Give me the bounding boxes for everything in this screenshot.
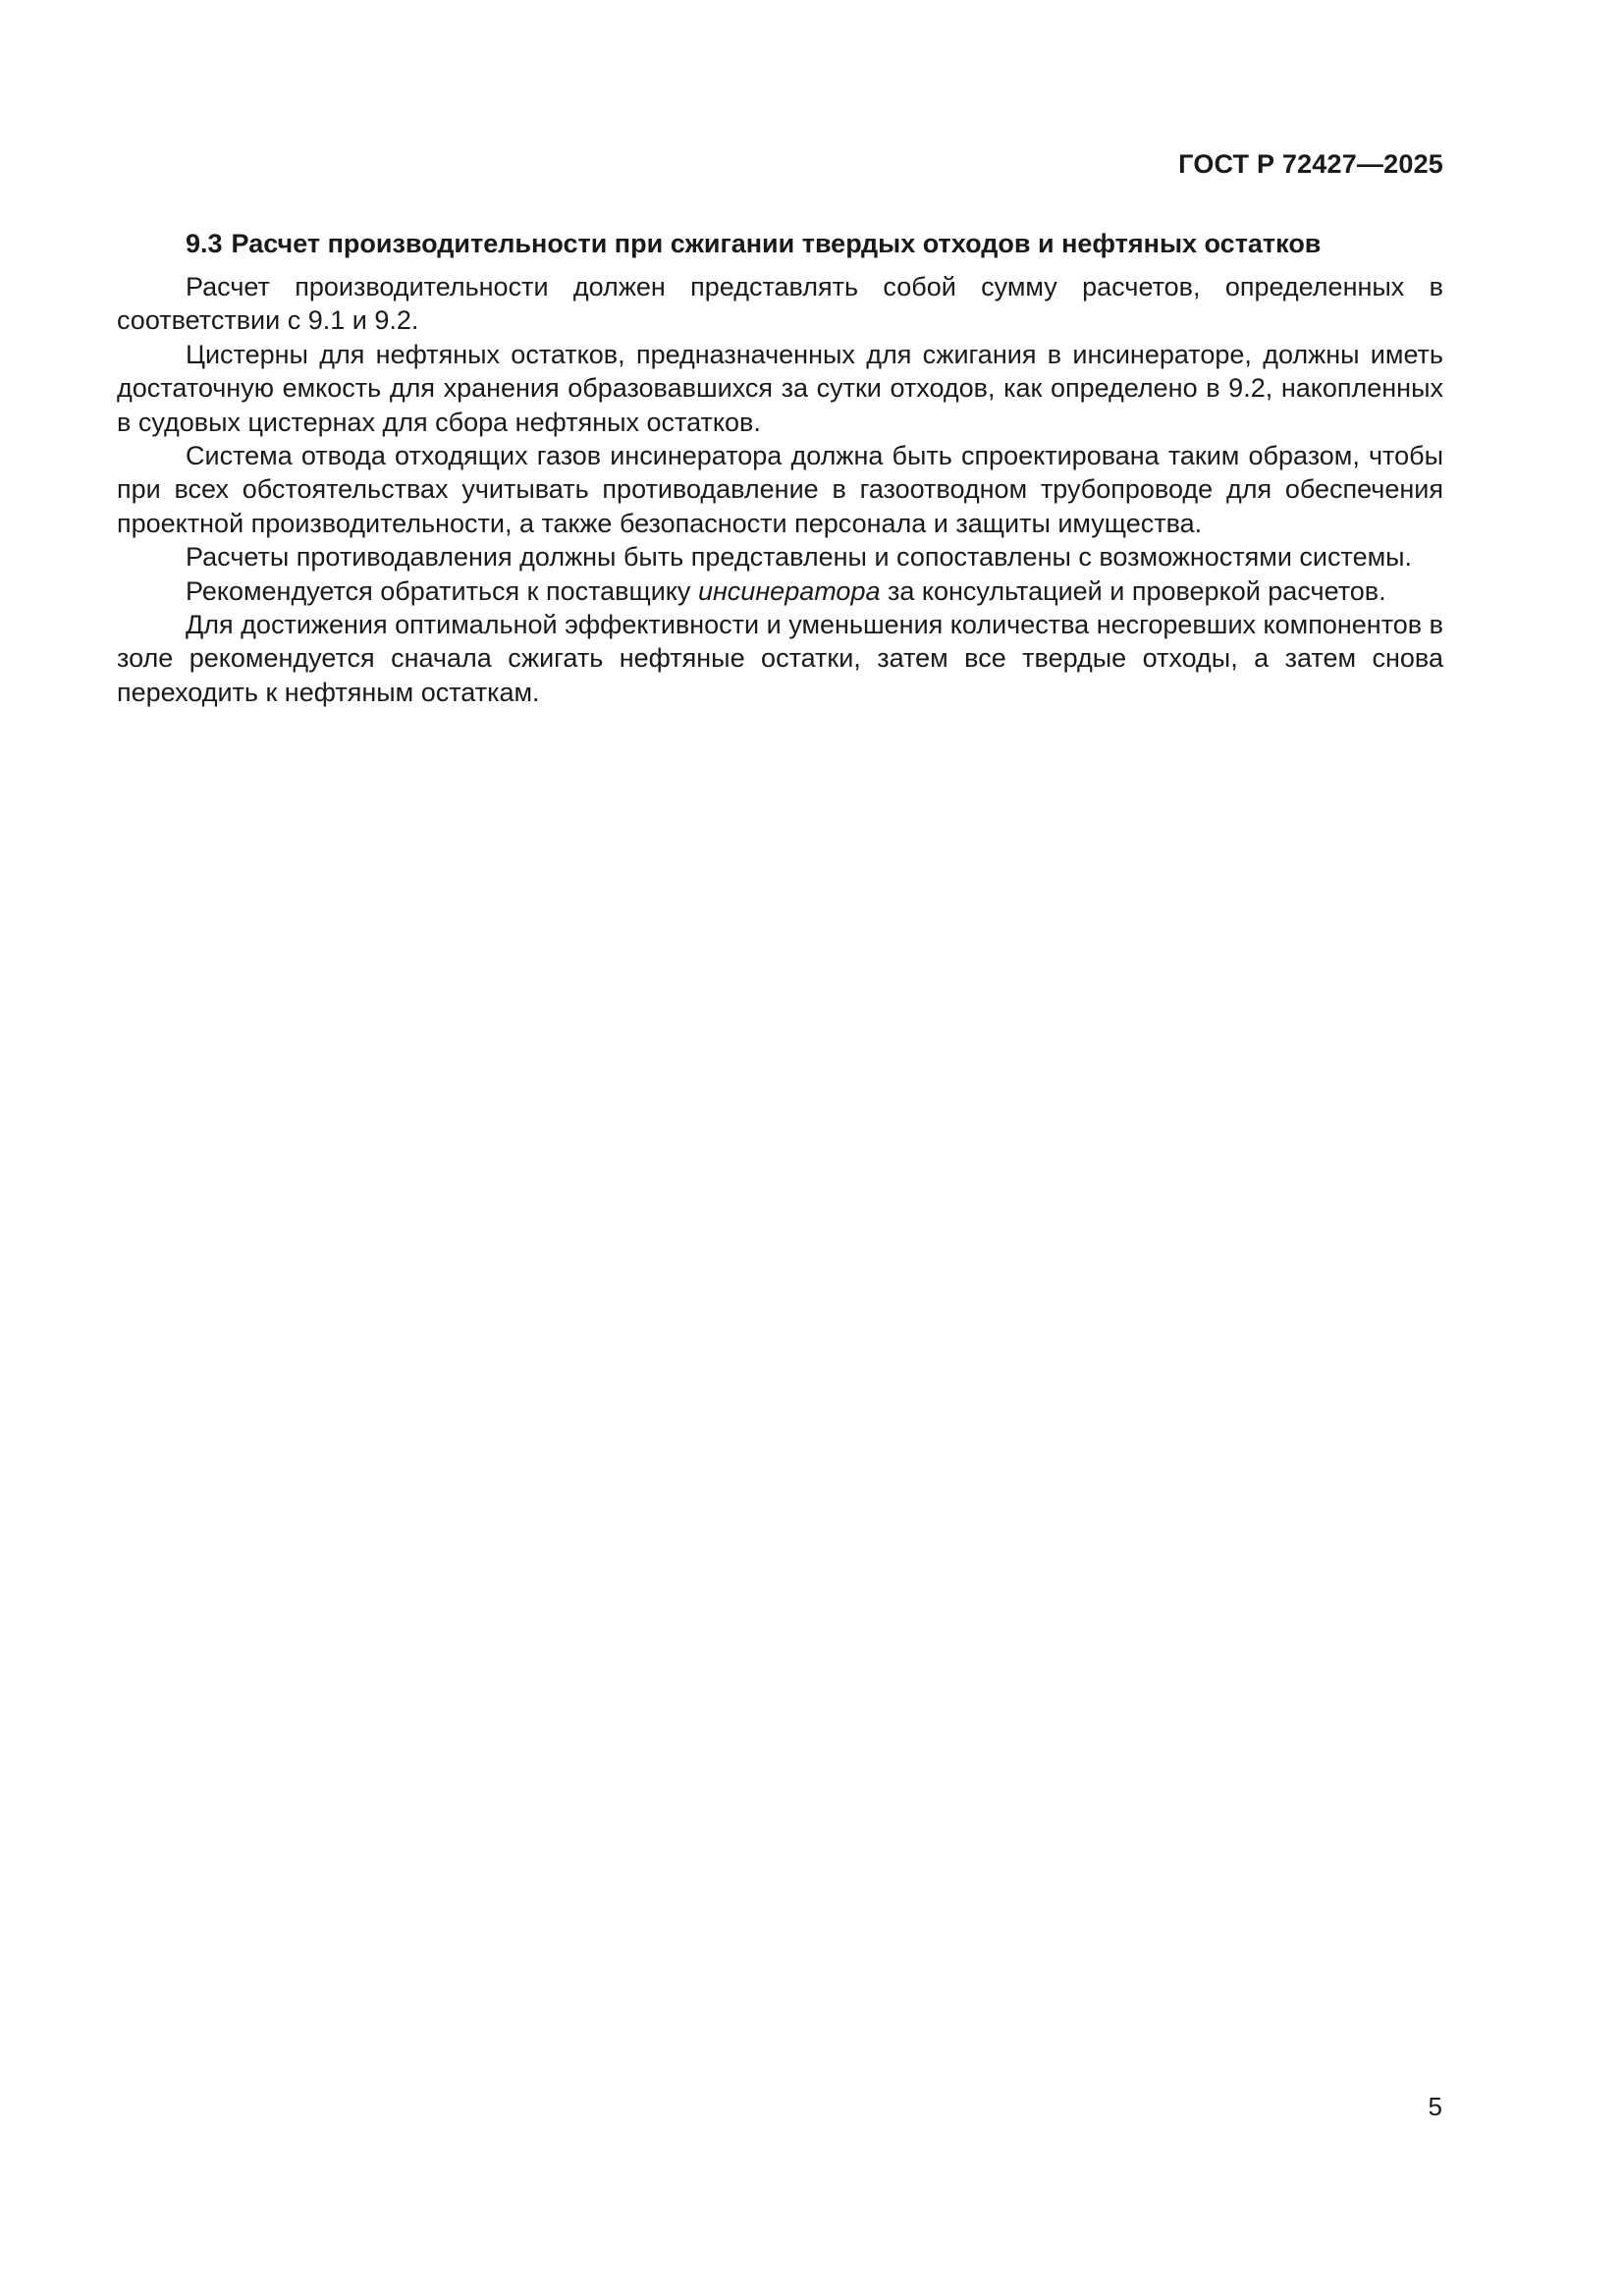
paragraph-flue-gas-system: Система отвода отходящих газов инсинератора должна быть спроектирована таким образом, чтобы при всех обстоятельствах учитывать противодавление в газоотводном трубопроводе для обеспечения проектной производительности, а также безопасности персонала и защиты имущества. — [117, 441, 1443, 538]
document-id: ГОСТ Р 72427—2025 — [1178, 149, 1443, 179]
paragraph-back-pressure: Расчеты противодавления должны быть представлены и сопоставлены с возможностями системы. — [186, 542, 1413, 573]
paragraph-burning-order: Для достижения оптимальной эффективности и уменьшения количества несгоревших компонентов в золе рекомендуется сначала сжигать нефтяные остатки, затем все твердые отходы, а затем снова переходить к нефтяным остаткам. — [117, 610, 1443, 707]
paragraph-supplier-consultation — [117, 574, 1443, 608]
paragraph-oil-residue-tanks: Цистерны для нефтяных остатков, предназначенных для сжигания в инсинераторе, должны иметь достаточную емкость для хранения образовавшихся за сутки отходов, как определено в 9.2, накопленных в судовых цистернах для сбора нефтяных остатков. — [117, 339, 1443, 437]
page-number: 5 — [1428, 2092, 1442, 2121]
section-title: Расчет производительности при сжигании твердых отходов и нефтяных остатков — [231, 229, 1322, 258]
paragraph-text: Рекомендуется обратиться к поставщику — [186, 575, 698, 606]
emphasized-term: инсинератора — [697, 575, 881, 606]
section-heading — [117, 227, 1443, 260]
paragraph-text: за консультацией и проверкой расчетов. — [880, 575, 1386, 606]
section-body — [117, 227, 1443, 709]
section-number: 9.3 — [186, 229, 223, 258]
paragraph-capacity-sum: Расчет производительности должен представлять собой сумму расчетов, определенных в соответствии с 9.1 и 9.2. — [117, 272, 1443, 336]
